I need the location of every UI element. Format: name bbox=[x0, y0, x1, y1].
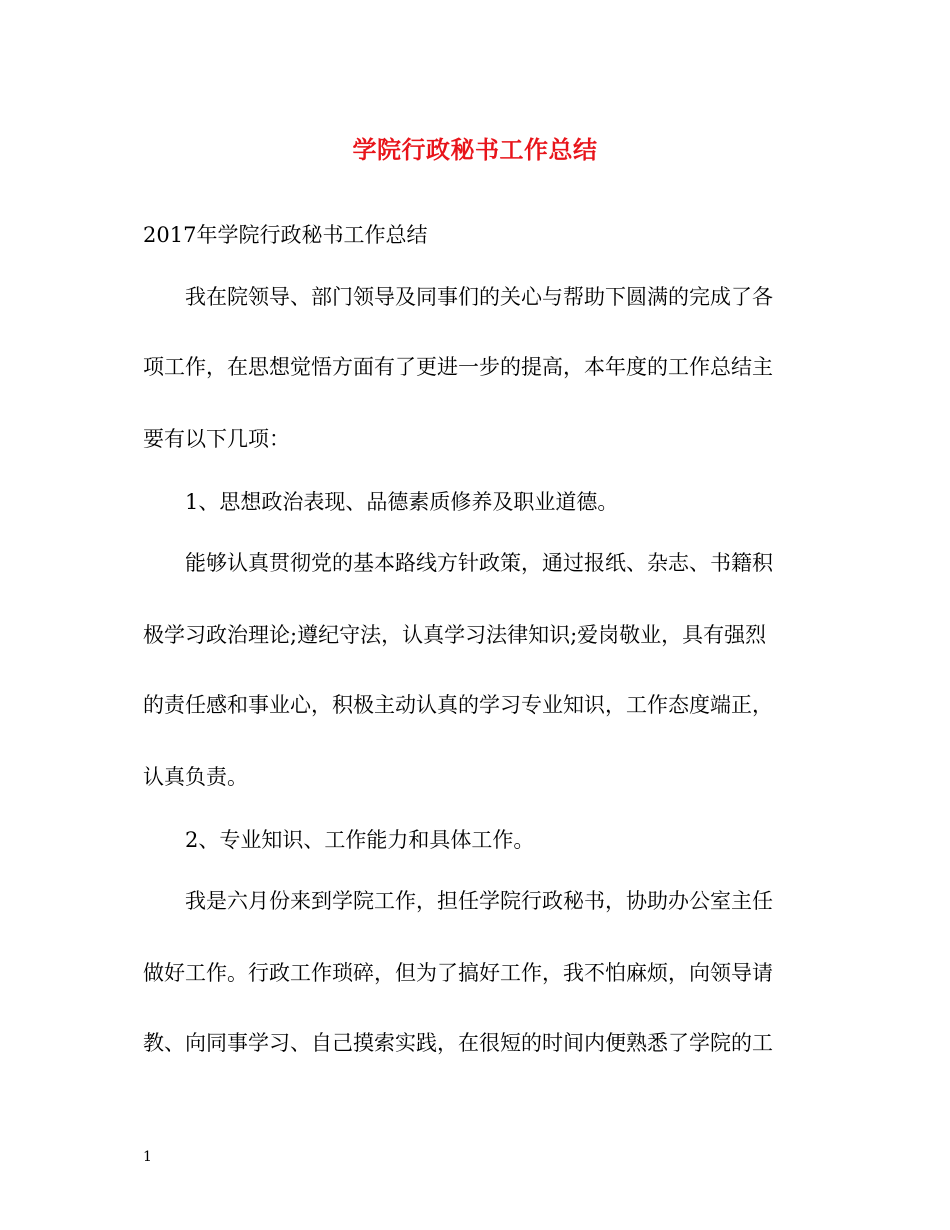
section-heading-2: 2、专业知识、工作能力和具体工作。 bbox=[185, 828, 535, 852]
paragraph-line: 我在院领导、部门领导及同事们的关心与帮助下圆满的完成了各 bbox=[185, 285, 773, 309]
paragraph-line: 教、向同事学习、自己摸索实践，在很短的时间内便熟悉了学院的工 bbox=[143, 1031, 773, 1055]
paragraph-line: 能够认真贯彻党的基本路线方针政策，通过报纸、杂志、书籍积 bbox=[185, 551, 773, 575]
section-heading-1: 1、思想政治表现、品德素质修养及职业道德。 bbox=[185, 490, 619, 514]
paragraph-line: 认真负责。 bbox=[143, 765, 248, 789]
page-number: 1 bbox=[143, 1149, 152, 1165]
paragraph-line: 项工作，在思想觉悟方面有了更进一步的提高，本年度的工作总结主 bbox=[143, 355, 773, 379]
document-subtitle: 2017年学院行政秘书工作总结 bbox=[143, 223, 428, 247]
paragraph-line: 做好工作。行政工作琐碎，但为了搞好工作，我不怕麻烦，向领导请 bbox=[143, 961, 773, 985]
paragraph-line: 我是六月份来到学院工作，担任学院行政秘书，协助办公室主任 bbox=[185, 889, 773, 913]
paragraph-line: 极学习政治理论;遵纪守法，认真学习法律知识;爱岗敬业，具有强烈 bbox=[143, 623, 767, 647]
paragraph-line: 要有以下几项： bbox=[143, 427, 290, 451]
document-title: 学院行政秘书工作总结 bbox=[352, 135, 598, 164]
paragraph-line: 的责任感和事业心，积极主动认真的学习专业知识，工作态度端正， bbox=[143, 693, 773, 717]
